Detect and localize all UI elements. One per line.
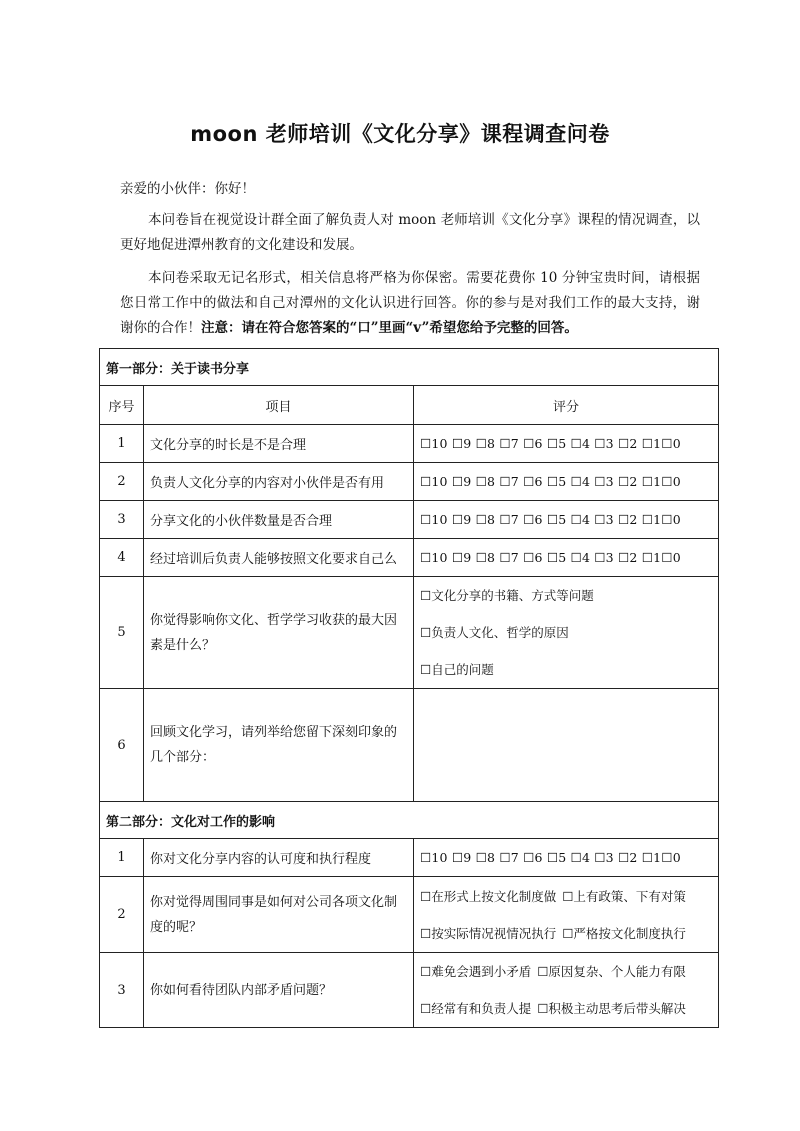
option-checkbox[interactable]: ☐自己的问题: [420, 662, 494, 677]
row-item: 你对文化分享内容的认可度和执行程度: [144, 839, 414, 877]
option-row: [420, 915, 712, 952]
header-num: 序号: [100, 386, 144, 425]
table-row: [100, 501, 719, 539]
option-checkbox[interactable]: ☐积极主动思考后带头解决: [537, 1001, 686, 1016]
table-row: [100, 577, 719, 689]
option-checkbox[interactable]: ☐经常有和负责人提: [420, 1001, 532, 1016]
rating-checkboxes[interactable]: ☐10 ☐9 ☐8 ☐7 ☐6 ☐5 ☐4 ☐3 ☐2 ☐1☐0: [414, 463, 719, 501]
greeting-text: 亲爱的小伙伴：你好！: [120, 181, 255, 197]
option-row: [420, 953, 712, 990]
row-item: 文化分享的时长是不是合理: [144, 425, 414, 463]
option-checkbox[interactable]: ☐负责人文化、哲学的原因: [420, 625, 569, 640]
row-num: 4: [100, 539, 144, 577]
option-checkbox[interactable]: ☐严格按文化制度执行: [562, 925, 686, 941]
row-item: 负责人文化分享的内容对小伙伴是否有用: [144, 463, 414, 501]
section-2-header-row: [100, 802, 719, 839]
row-num: 2: [100, 877, 144, 953]
option-checkbox[interactable]: ☐按实际情况视情况执行: [420, 925, 557, 941]
column-header-row: [100, 386, 719, 425]
row-item: 你觉得影响你文化、哲学学习收获的最大因素是什么？: [144, 577, 414, 689]
row-num: 1: [100, 839, 144, 877]
table-row: [100, 425, 719, 463]
q6-answer-area[interactable]: [414, 689, 719, 802]
option-checkbox[interactable]: ☐在形式上按文化制度做: [420, 888, 557, 904]
row-num: 3: [100, 501, 144, 539]
row-item: 你如何看待团队内部矛盾问题？: [144, 953, 414, 1028]
intro-note: 注意：请在符合您答案的“口”里画“v”希望您给予完整的回答。: [201, 320, 578, 336]
table-row: [100, 953, 719, 1028]
section-2-title: 第二部分：文化对工作的影响: [100, 802, 719, 839]
option-checkbox[interactable]: ☐难免会遇到小矛盾: [420, 964, 532, 979]
rating-checkboxes[interactable]: ☐10 ☐9 ☐8 ☐7 ☐6 ☐5 ☐4 ☐3 ☐2 ☐1☐0: [414, 539, 719, 577]
row-num: 6: [100, 689, 144, 802]
survey-table: [99, 348, 719, 1028]
header-score: 评分: [414, 386, 719, 425]
rating-checkboxes[interactable]: ☐10 ☐9 ☐8 ☐7 ☐6 ☐5 ☐4 ☐3 ☐2 ☐1☐0: [414, 839, 719, 877]
row-item: 你对觉得周围同事是如何对公司各项文化制度的呢？: [144, 877, 414, 953]
row-num: 3: [100, 953, 144, 1028]
rating-checkboxes[interactable]: ☐10 ☐9 ☐8 ☐7 ☐6 ☐5 ☐4 ☐3 ☐2 ☐1☐0: [414, 425, 719, 463]
table-row: [100, 539, 719, 577]
intro-paragraph-2-text: 本问卷采取无记名形式，相关信息将严格为你保密。需要花费你 10 分钟宝贵时间，请根据您日常工作中的做法和自己对潭州的文化认识进行回答。你的参与是对我们工作的最大支持，谢谢你的合作！: [120, 270, 700, 336]
option-checkbox[interactable]: ☐上有政策、下有对策: [562, 888, 686, 904]
row-num: 5: [100, 577, 144, 689]
intro-paragraph-2: [120, 266, 700, 341]
intro-paragraph-1: 本问卷旨在视觉设计群全面了解负责人对 moon 老师培训《文化分享》课程的情况调查，以更好地促进潭州教育的文化建设和发展。: [120, 212, 700, 253]
row-item: 分享文化的小伙伴数量是否合理: [144, 501, 414, 539]
row-num: 2: [100, 463, 144, 501]
s2-q3-options: [414, 953, 719, 1028]
option-checkbox[interactable]: ☐原因复杂、个人能力有限: [537, 964, 686, 979]
option-row: [420, 990, 712, 1027]
row-item: 经过培训后负责人能够按照文化要求自己么: [144, 539, 414, 577]
section-1-header-row: [100, 349, 719, 386]
table-row: [100, 689, 719, 802]
table-row: [100, 839, 719, 877]
row-item: 回顾文化学习，请列举给您留下深刻印象的几个部分：: [144, 689, 414, 802]
row-num: 1: [100, 425, 144, 463]
option-row: [420, 878, 712, 915]
section-1-title: 第一部分：关于读书分享: [100, 349, 719, 386]
header-item: 项目: [144, 386, 414, 425]
s2-q2-options: [414, 877, 719, 953]
table-row: [100, 877, 719, 953]
q5-options: [414, 577, 719, 689]
option-checkbox[interactable]: ☐文化分享的书籍、方式等问题: [420, 588, 594, 603]
rating-checkboxes[interactable]: ☐10 ☐9 ☐8 ☐7 ☐6 ☐5 ☐4 ☐3 ☐2 ☐1☐0: [414, 501, 719, 539]
table-row: [100, 463, 719, 501]
page-title: moon 老师培训《文化分享》课程调查问卷: [190, 122, 610, 146]
